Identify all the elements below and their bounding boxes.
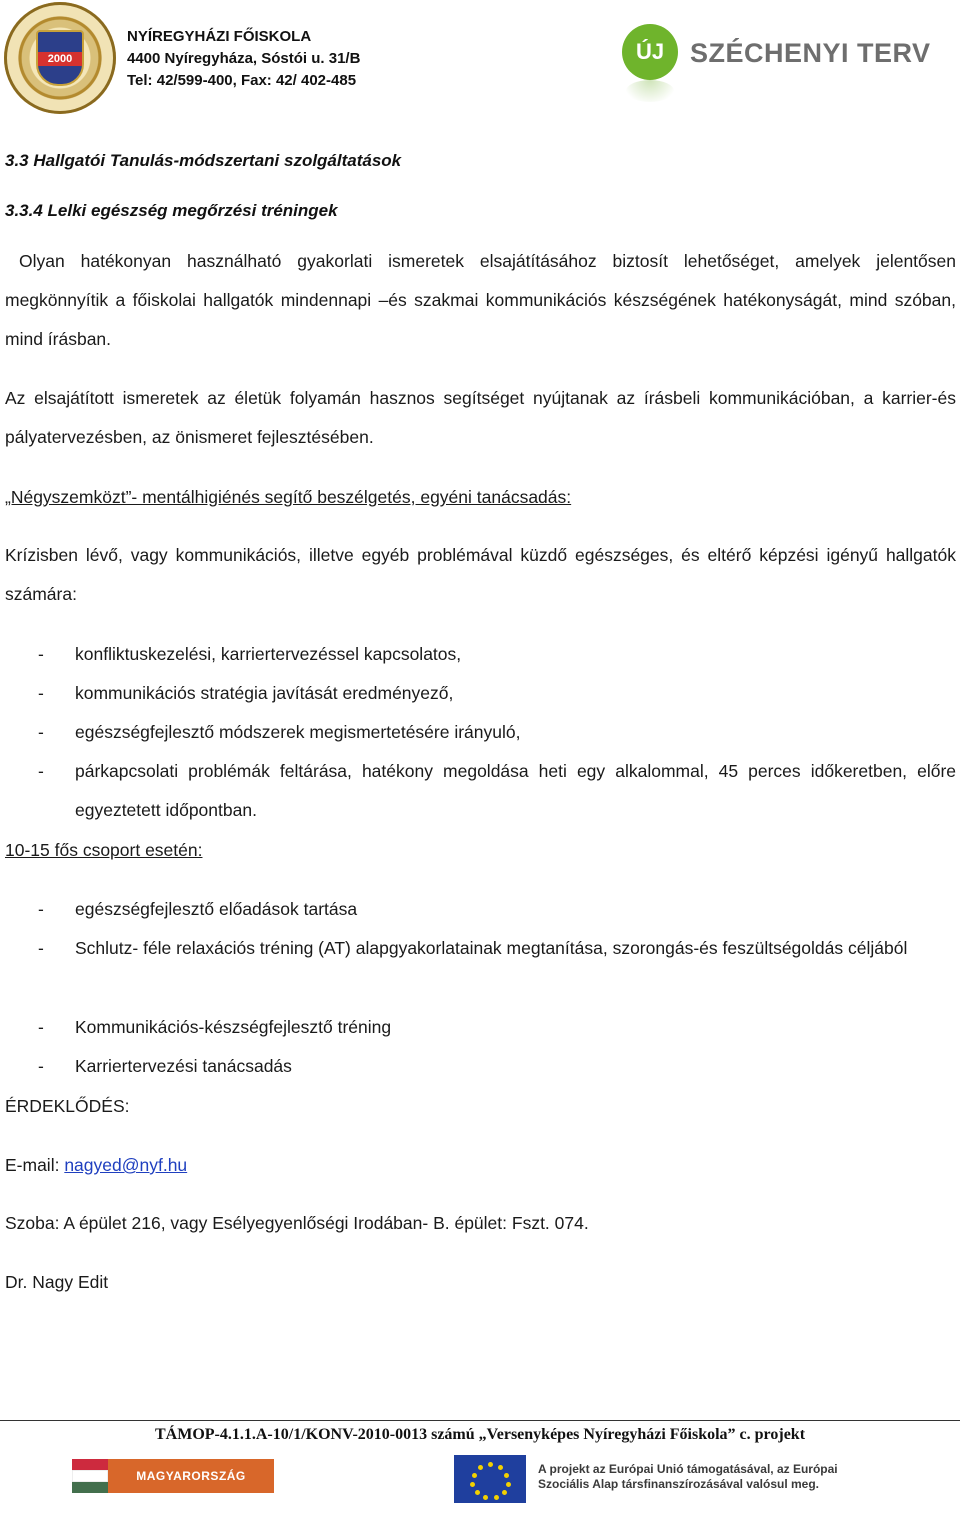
inquiry-label: ÉRDEKLŐDÉS: bbox=[5, 1096, 130, 1116]
group-heading: 10-15 fős csoport esetén: bbox=[5, 840, 203, 860]
email-line bbox=[5, 1146, 187, 1185]
institution-address: 4400 Nyíregyháza, Sóstói u. 31/B bbox=[127, 50, 361, 67]
eu-flag-icon bbox=[454, 1455, 526, 1503]
room-info: Szoba: A épület 216, vagy Esélyegyenlőségi Irodában- B. épület: Fszt. 074. bbox=[5, 1213, 589, 1233]
list-item: párkapcsolati problémák feltárása, hatékony megoldása heti egy alkalommal, 45 perces időkeretben, előre egyeztetett időpontban. bbox=[75, 761, 956, 820]
institution-phone: Tel: 42/599-400, Fax: 42/ 402-485 bbox=[127, 72, 357, 89]
email-label: E-mail: bbox=[5, 1155, 65, 1175]
list-item: egészségfejlesztő módszerek megismertetésére irányuló, bbox=[75, 722, 521, 742]
list-bullet: - bbox=[38, 644, 44, 664]
list-bullet: - bbox=[38, 1056, 44, 1076]
list-item: konfliktuskezelési, karriertervezéssel kapcsolatos, bbox=[75, 644, 462, 664]
hungarian-flag-icon bbox=[72, 1459, 108, 1493]
intro-paragraph: Olyan hatékonyan használható gyakorlati ismeretek elsajátításához biztosít lehetőséget, amelyek jelentősen megkönnyítik a főiskolai hallgatók mindennapi –és szakmai kommunikációs készségének hatékonyságát, mind szóban, mind írásban. bbox=[5, 251, 956, 349]
four-eyes-heading: „Négyszemközt”- mentálhigiénés segítő beszélgetés, egyéni tanácsadás: bbox=[5, 487, 572, 507]
list-bullet: - bbox=[38, 938, 44, 958]
seal-year: 2000 bbox=[38, 52, 82, 66]
list-item: kommunikációs stratégia javítását eredményező, bbox=[75, 683, 454, 703]
list-item: Karriertervezési tanácsadás bbox=[75, 1056, 292, 1076]
list-bullet: - bbox=[38, 722, 44, 742]
footer-divider bbox=[0, 1420, 960, 1421]
project-reference: TÁMOP-4.1.1.A-10/1/KONV-2010-0013 számú „Versenyképes Nyíregyházi Főiskola” c. projekt bbox=[154, 1426, 806, 1443]
logo-reflection bbox=[626, 80, 674, 102]
uj-szechenyi-logo-icon: ÚJ bbox=[622, 24, 678, 80]
signature: Dr. Nagy Edit bbox=[5, 1272, 109, 1292]
list-item: Kommunikációs-készségfejlesztő tréning bbox=[75, 1017, 392, 1037]
list-item: Schlutz- féle relaxációs tréning (AT) alapgyakorlatainak megtanítása, szorongás-és feszültségoldás céljából bbox=[75, 938, 908, 958]
magyarorszag-megujul-banner: MAGYARORSZÁG MEGÚJUL bbox=[108, 1459, 274, 1493]
list-bullet: - bbox=[38, 1017, 44, 1037]
list-bullet: - bbox=[38, 761, 44, 781]
list-bullet: - bbox=[38, 899, 44, 919]
list-item: egészségfejlesztő előadások tartása bbox=[75, 899, 358, 919]
eu-support-notice: A projekt az Európai Unió támogatásával, az Európai Szociális Alap társfinanszírozásával valósul meg. bbox=[538, 1462, 838, 1491]
szechenyi-terv-logo-text: SZÉCHENYI TERV bbox=[690, 38, 931, 68]
benefit-paragraph: Az elsajátított ismeretek az életük folyamán hasznos segítséget nyújtanak az írásbeli kommunikációban, a karrier-és pályatervezésben, az önismeret fejlesztésében. bbox=[5, 388, 956, 447]
email-link[interactable]: nagyed@nyf.hu bbox=[64, 1155, 188, 1175]
subsection-title: 3.3.4 Lelki egészség megőrzési tréningek bbox=[5, 201, 338, 220]
section-title: 3.3 Hallgatói Tanulás-módszertani szolgáltatások bbox=[5, 151, 402, 170]
target-paragraph: Krízisben lévő, vagy kommunikációs, illetve egyéb problémával küzdő egészséges, és eltérő képzési igényű hallgatók számára: bbox=[5, 545, 956, 604]
list-bullet: - bbox=[38, 683, 44, 703]
institution-name: NYÍREGYHÁZI FŐISKOLA bbox=[127, 28, 312, 45]
